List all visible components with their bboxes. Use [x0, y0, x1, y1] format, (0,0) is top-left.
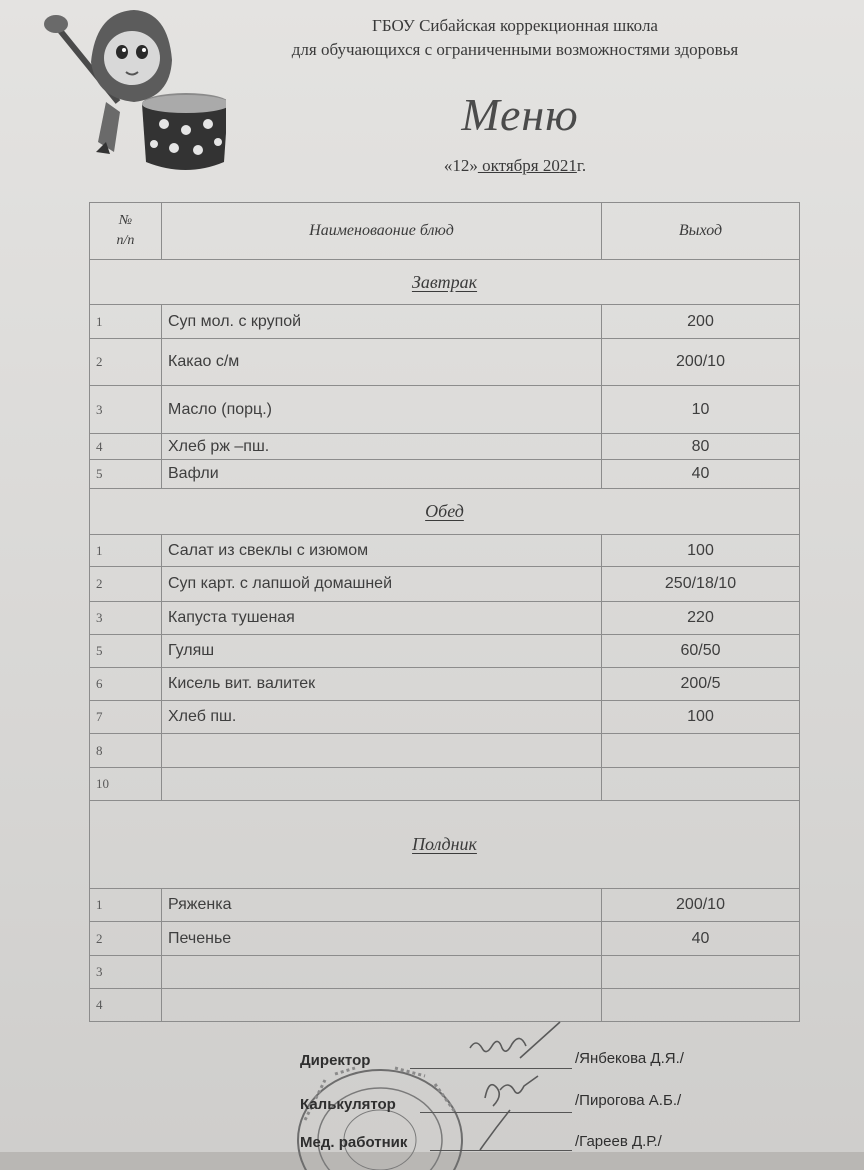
table-row — [90, 922, 800, 956]
dish-name — [162, 989, 602, 1022]
dish-name: Гуляш — [162, 635, 602, 668]
dish-output: 250/18/10 — [602, 567, 800, 602]
table-row — [90, 602, 800, 635]
row-number: 2 — [90, 567, 162, 602]
table-row — [90, 339, 800, 386]
dish-name: Какао с/м — [162, 339, 602, 386]
dish-output: 40 — [602, 922, 800, 956]
row-number: 8 — [90, 734, 162, 768]
dish-output: 200/10 — [602, 339, 800, 386]
row-number: 3 — [90, 602, 162, 635]
signature-person-calculator: /Пирогова А.Б./ — [575, 1092, 682, 1109]
dish-output: 220 — [602, 602, 800, 635]
dish-name: Суп мол. с крупой — [162, 305, 602, 339]
row-number: 4 — [90, 989, 162, 1022]
row-number: 2 — [90, 922, 162, 956]
dish-output — [602, 956, 800, 989]
row-number: 3 — [90, 956, 162, 989]
dish-name — [162, 956, 602, 989]
dish-output: 200 — [602, 305, 800, 339]
table-row — [90, 989, 800, 1022]
date-day: «12» — [443, 156, 478, 175]
table-row — [90, 768, 800, 801]
table-row — [90, 668, 800, 701]
table-row — [90, 734, 800, 768]
section-title-breakfast: Завтрак — [90, 260, 800, 305]
dish-output: 60/50 — [602, 635, 800, 668]
table-row — [90, 535, 800, 567]
table-row — [90, 635, 800, 668]
signature-line-calculator — [420, 1112, 572, 1113]
table-row — [90, 434, 800, 460]
school-line-2: для обучающихся с ограниченными возможностями здоровья — [291, 40, 739, 59]
signature-line-medical — [430, 1150, 572, 1151]
signature-role-director: Директор — [300, 1052, 371, 1069]
row-number: 3 — [90, 386, 162, 434]
dish-output: 80 — [602, 434, 800, 460]
row-number: 7 — [90, 701, 162, 734]
dish-output — [602, 734, 800, 768]
dish-name — [162, 734, 602, 768]
dish-name: Печенье — [162, 922, 602, 956]
col-header-output: Выход — [602, 203, 800, 260]
row-number: 1 — [90, 889, 162, 922]
row-number: 4 — [90, 434, 162, 460]
dish-name: Масло (порц.) — [162, 386, 602, 434]
dish-output: 200/5 — [602, 668, 800, 701]
row-number: 2 — [90, 339, 162, 386]
signature-role-medical: Мед. работник — [300, 1134, 408, 1151]
dish-name: Ряженка — [162, 889, 602, 922]
signature-role-calculator: Калькулятор — [300, 1096, 396, 1113]
dish-output — [602, 768, 800, 801]
signature-line-director — [410, 1068, 572, 1069]
page-title: Меню — [461, 89, 579, 140]
dish-name — [162, 768, 602, 801]
date-suffix: г. — [576, 156, 587, 175]
table-row — [90, 567, 800, 602]
dish-output: 100 — [602, 701, 800, 734]
table-row — [90, 889, 800, 922]
section-title-lunch: Обед — [90, 489, 800, 535]
table-row — [90, 386, 800, 434]
row-number: 6 — [90, 668, 162, 701]
dish-name: Суп карт. с лапшой домашней — [162, 567, 602, 602]
dish-output: 100 — [602, 535, 800, 567]
table-row — [90, 956, 800, 989]
masha-mascot-illustration — [36, 2, 226, 180]
dish-name: Салат из свеклы с изюмом — [162, 535, 602, 567]
row-number: 5 — [90, 460, 162, 489]
date-year: 21 — [559, 156, 577, 175]
table-row — [90, 701, 800, 734]
table-row — [90, 305, 800, 339]
dish-name: Хлеб пш. — [162, 701, 602, 734]
date-month: октября 20 — [477, 156, 560, 175]
dish-output — [602, 989, 800, 1022]
menu-date — [380, 156, 650, 176]
dish-name: Кисель вит. валитек — [162, 668, 602, 701]
col-header-number-line1: № — [118, 213, 133, 228]
signature-person-director: /Янбекова Д.Я./ — [575, 1050, 684, 1067]
col-header-number-line2: п/п — [116, 233, 135, 248]
section-row-snack — [90, 801, 800, 889]
dish-name: Вафли — [162, 460, 602, 489]
dish-output: 40 — [602, 460, 800, 489]
row-number: 5 — [90, 635, 162, 668]
row-number: 1 — [90, 535, 162, 567]
dish-name: Капуста тушеная — [162, 602, 602, 635]
signature-person-medical: /Гареев Д.Р./ — [575, 1133, 662, 1150]
col-header-dish-name: Наименоваоние блюд — [162, 203, 602, 260]
table-row — [90, 460, 800, 489]
col-header-number — [90, 203, 162, 260]
dish-name: Хлеб рж –пш. — [162, 434, 602, 460]
row-number: 10 — [90, 768, 162, 801]
section-title-snack: Полдник — [90, 801, 800, 889]
dish-output: 10 — [602, 386, 800, 434]
menu-table — [89, 202, 800, 1022]
table-header-row — [90, 203, 800, 260]
dish-output: 200/10 — [602, 889, 800, 922]
section-row-lunch — [90, 489, 800, 535]
school-line-1: ГБОУ Сибайская коррекционная школа — [372, 16, 658, 35]
school-name — [210, 14, 820, 62]
section-row-breakfast — [90, 260, 800, 305]
row-number: 1 — [90, 305, 162, 339]
handwritten-signatures — [440, 1018, 590, 1152]
